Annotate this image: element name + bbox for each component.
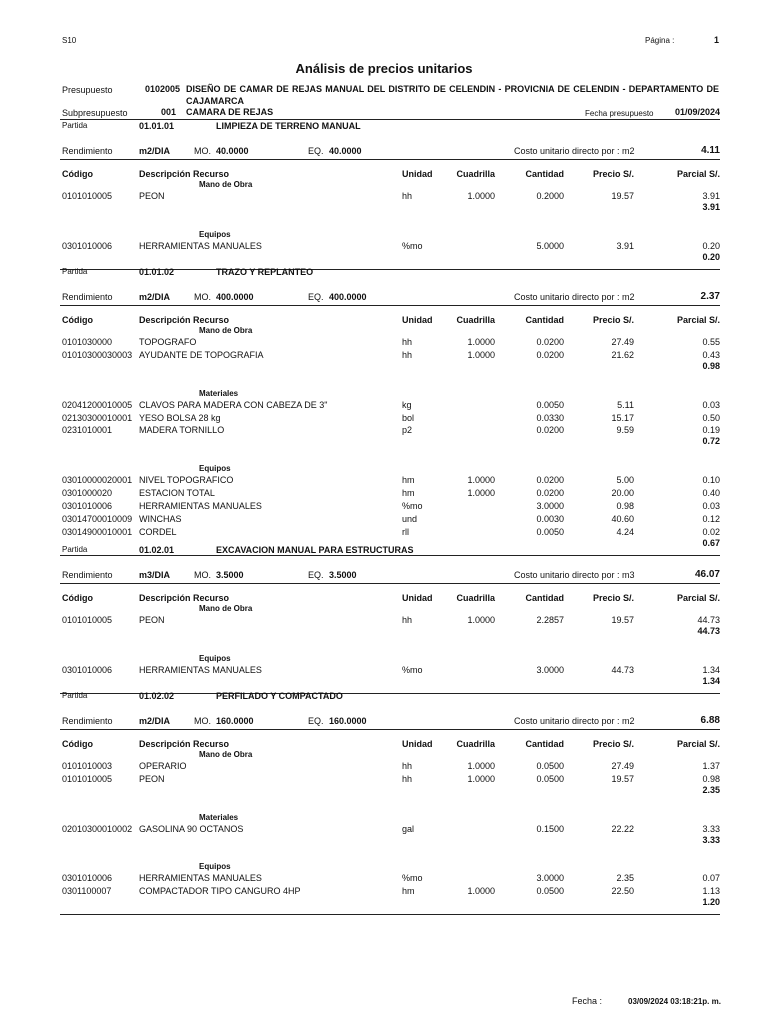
item-description: ESTACION TOTAL bbox=[139, 488, 215, 498]
item-cantidad: 0.0030 bbox=[536, 513, 564, 524]
item-code: 0101010005 bbox=[62, 191, 113, 201]
item-cantidad: 0.0500 bbox=[536, 773, 564, 784]
partida-divider bbox=[60, 729, 720, 730]
costo-value: 6.88 bbox=[700, 715, 720, 726]
col-cantidad: Cantidad bbox=[525, 739, 564, 749]
col-unidad: Unidad bbox=[402, 739, 433, 749]
item-precio: 9.59 bbox=[616, 425, 634, 436]
subpresupuesto-label: Subpresupuesto bbox=[62, 108, 128, 118]
item-code: 0301100007 bbox=[62, 886, 112, 897]
item-precio: 20.00 bbox=[611, 488, 634, 498]
item-unit: und bbox=[402, 513, 418, 524]
item-cantidad: 0.0200 bbox=[536, 475, 564, 486]
item-description: TOPOGRAFO bbox=[139, 337, 197, 347]
col-parcial: Parcial S/. bbox=[676, 169, 720, 179]
item-parcial: 0.03 bbox=[702, 500, 720, 511]
col-codigo: Código bbox=[62, 593, 93, 603]
col-descripcion: Descripción Recurso bbox=[139, 169, 230, 179]
item-precio: 5.11 bbox=[617, 399, 634, 410]
partida-code: 01.02.01 bbox=[139, 545, 175, 555]
eq-value: 40.0000 bbox=[329, 146, 362, 156]
item-precio: 5.00 bbox=[616, 475, 634, 486]
group-title: Materiales bbox=[199, 388, 239, 398]
item-code: 02010300010002 bbox=[62, 823, 133, 834]
item-description: PEON bbox=[139, 773, 165, 784]
mo-label: MO. bbox=[194, 716, 211, 726]
eq-label: EQ. bbox=[308, 716, 324, 726]
item-code: 0101010005 bbox=[62, 773, 113, 784]
item-precio: 2.35 bbox=[616, 873, 634, 884]
partida-code: 01.01.02 bbox=[139, 267, 175, 277]
item-description: COMPACTADOR TIPO CANGURO 4HP bbox=[139, 886, 301, 897]
header-divider bbox=[60, 119, 720, 120]
item-unit: kg bbox=[402, 399, 412, 410]
item-parcial: 1.34 bbox=[702, 664, 720, 675]
item-parcial: 0.98 bbox=[702, 773, 720, 784]
item-unit: hh bbox=[402, 349, 413, 360]
item-cuadrilla: 1.0000 bbox=[467, 773, 495, 784]
costo-label: Costo unitario directo por : m2 bbox=[514, 292, 635, 302]
costo-label: Costo unitario directo por : m3 bbox=[514, 570, 635, 580]
item-parcial: 0.43 bbox=[702, 349, 720, 360]
item-description: PEON bbox=[139, 191, 165, 201]
item-cantidad: 0.0200 bbox=[536, 488, 564, 498]
group-title: Equipos bbox=[199, 862, 231, 872]
item-unit: hh bbox=[402, 615, 413, 625]
item-description: GASOLINA 90 OCTANOS bbox=[139, 823, 244, 834]
eq-value: 3.5000 bbox=[329, 570, 357, 580]
partida-divider bbox=[60, 159, 720, 160]
col-codigo: Código bbox=[62, 315, 93, 325]
presupuesto-name: DISEÑO DE CAMAR DE REJAS MANUAL DEL DISTRITO DE CELENDIN - PROVICNIA DE CELENDIN - DEPARTAMENTO DE bbox=[186, 84, 719, 94]
col-unidad: Unidad bbox=[402, 593, 433, 603]
item-precio: 21.62 bbox=[611, 349, 634, 360]
partida-divider bbox=[60, 583, 720, 584]
col-precio: Precio S/. bbox=[592, 169, 634, 179]
item-description: YESO BOLSA 28 kg bbox=[139, 412, 221, 423]
item-description: CLAVOS PARA MADERA CON CABEZA DE 3" bbox=[139, 399, 328, 410]
group-title: Equipos bbox=[199, 653, 231, 663]
eq-label: EQ. bbox=[308, 570, 324, 580]
item-cantidad: 0.2000 bbox=[536, 191, 564, 201]
rendimiento-label: Rendimiento bbox=[62, 570, 113, 580]
partida-name: EXCAVACION MANUAL PARA ESTRUCTURAS bbox=[216, 545, 414, 555]
item-cantidad: 0.0200 bbox=[536, 425, 564, 436]
item-cantidad: 3.0000 bbox=[536, 500, 564, 511]
page-label: Página : bbox=[645, 36, 675, 45]
item-unit: hh bbox=[402, 337, 413, 347]
item-description: HERRAMIENTAS MANUALES bbox=[139, 873, 262, 884]
partida-end-divider bbox=[60, 914, 720, 915]
col-unidad: Unidad bbox=[402, 315, 433, 325]
mo-value: 40.0000 bbox=[216, 146, 249, 156]
item-precio: 22.22 bbox=[611, 823, 634, 834]
item-cantidad: 0.0200 bbox=[536, 349, 564, 360]
item-code: 03010000020001 bbox=[62, 475, 133, 486]
mo-label: MO. bbox=[194, 292, 211, 302]
col-precio: Precio S/. bbox=[592, 315, 634, 325]
group-title: Materiales bbox=[199, 812, 239, 822]
item-code: 03014700010009 bbox=[62, 513, 133, 524]
rendimiento-label: Rendimiento bbox=[62, 292, 113, 302]
col-precio: Precio S/. bbox=[592, 593, 634, 603]
rendimiento-label: Rendimiento bbox=[62, 146, 113, 156]
item-description: CORDEL bbox=[139, 526, 177, 537]
item-parcial: 0.20 bbox=[702, 240, 720, 251]
group-title: Equipos bbox=[199, 464, 231, 474]
item-cuadrilla: 1.0000 bbox=[467, 475, 495, 486]
mo-value: 400.0000 bbox=[216, 292, 254, 302]
col-codigo: Código bbox=[62, 739, 93, 749]
col-precio: Precio S/. bbox=[592, 739, 634, 749]
item-cantidad: 0.0050 bbox=[536, 526, 564, 537]
partida-code: 01.02.02 bbox=[139, 691, 175, 701]
eq-label: EQ. bbox=[308, 146, 324, 156]
item-cantidad: 5.0000 bbox=[536, 240, 564, 251]
item-description: OPERARIO bbox=[139, 761, 187, 771]
partida-label: Partida bbox=[62, 545, 88, 554]
eq-value: 400.0000 bbox=[329, 292, 367, 302]
item-code: 03014900010001 bbox=[62, 526, 133, 537]
item-unit: %mo bbox=[402, 664, 423, 675]
partida-label: Partida bbox=[62, 121, 88, 130]
col-parcial: Parcial S/. bbox=[676, 315, 720, 325]
fecha-presupuesto: 01/09/2024 bbox=[674, 107, 720, 117]
item-unit: hm bbox=[402, 475, 415, 486]
costo-label: Costo unitario directo por : m2 bbox=[514, 716, 635, 726]
item-cuadrilla: 1.0000 bbox=[467, 761, 495, 771]
item-parcial: 0.07 bbox=[702, 873, 720, 884]
group-subtotal: 1.20 bbox=[702, 897, 720, 908]
item-cuadrilla: 1.0000 bbox=[467, 615, 495, 625]
group-title: Mano de Obra bbox=[199, 326, 253, 335]
item-cuadrilla: 1.0000 bbox=[467, 191, 495, 201]
col-cantidad: Cantidad bbox=[525, 169, 564, 179]
item-precio: 3.91 bbox=[616, 240, 634, 251]
item-description: AYUDANTE DE TOPOGRAFIA bbox=[139, 349, 264, 360]
item-unit: hh bbox=[402, 761, 413, 771]
item-precio: 27.49 bbox=[611, 761, 634, 771]
item-parcial: 1.37 bbox=[702, 761, 720, 771]
costo-value: 46.07 bbox=[694, 569, 720, 580]
item-code: 02130300010001 bbox=[62, 412, 133, 423]
item-code: 0101010005 bbox=[62, 615, 113, 625]
col-cuadrilla: Cuadrilla bbox=[456, 739, 495, 749]
rendimiento-unit: m2/DIA bbox=[139, 716, 171, 726]
group-subtotal: 0.20 bbox=[702, 251, 720, 262]
col-unidad: Unidad bbox=[402, 169, 433, 179]
item-code: 02041200010005 bbox=[62, 399, 133, 410]
item-description: HERRAMIENTAS MANUALES bbox=[139, 664, 262, 675]
item-cantidad: 0.0330 bbox=[536, 412, 564, 423]
item-parcial: 0.55 bbox=[702, 337, 720, 347]
costo-value: 4.11 bbox=[701, 145, 720, 156]
group-subtotal: 0.72 bbox=[702, 436, 720, 447]
item-unit: bol bbox=[402, 412, 415, 423]
item-parcial: 0.02 bbox=[702, 526, 720, 537]
rendimiento-unit: m2/DIA bbox=[139, 146, 171, 156]
item-description: WINCHAS bbox=[139, 513, 182, 524]
item-code: 0301010006 bbox=[62, 240, 113, 251]
col-descripcion: Descripción Recurso bbox=[139, 593, 230, 603]
item-parcial: 44.73 bbox=[697, 615, 720, 625]
item-parcial: 0.19 bbox=[702, 425, 720, 436]
item-code: 0231010001 bbox=[62, 425, 113, 436]
partida-code: 01.01.01 bbox=[139, 121, 175, 131]
col-descripcion: Descripción Recurso bbox=[139, 739, 230, 749]
item-cuadrilla: 1.0000 bbox=[467, 337, 495, 347]
item-code: 0301010006 bbox=[62, 664, 113, 675]
item-precio: 4.24 bbox=[616, 526, 634, 537]
item-precio: 27.49 bbox=[611, 337, 634, 347]
item-cantidad: 3.0000 bbox=[536, 664, 564, 675]
item-unit: %mo bbox=[402, 240, 423, 251]
item-cantidad: 2.2857 bbox=[536, 615, 564, 625]
rendimiento-unit: m2/DIA bbox=[139, 292, 171, 302]
group-title: Mano de Obra bbox=[199, 750, 253, 759]
partida-label: Partida bbox=[62, 691, 88, 700]
footer-fecha-label: Fecha : bbox=[572, 996, 603, 1006]
item-code: 0101010003 bbox=[62, 761, 113, 771]
item-parcial: 3.91 bbox=[702, 191, 720, 201]
item-precio: 0.98 bbox=[616, 500, 634, 511]
fecha-presupuesto-label: Fecha presupuesto bbox=[585, 109, 654, 118]
item-cantidad: 0.0500 bbox=[536, 761, 564, 771]
page-number: 1 bbox=[714, 35, 720, 45]
col-cuadrilla: Cuadrilla bbox=[456, 593, 495, 603]
page-title: Análisis de precios unitarios bbox=[295, 61, 473, 76]
presupuesto-name-cont: CAJAMARCA bbox=[186, 96, 244, 106]
item-precio: 19.57 bbox=[611, 773, 634, 784]
group-title: Equipos bbox=[199, 229, 231, 239]
item-unit: hm bbox=[402, 886, 415, 897]
item-parcial: 0.10 bbox=[702, 475, 720, 486]
item-precio: 22.50 bbox=[611, 886, 634, 897]
system-label: S10 bbox=[62, 36, 77, 45]
item-cuadrilla: 1.0000 bbox=[467, 488, 495, 498]
partida-label: Partida bbox=[62, 267, 88, 276]
item-parcial: 0.03 bbox=[702, 399, 720, 410]
partida-divider bbox=[60, 305, 720, 306]
mo-value: 3.5000 bbox=[216, 570, 244, 580]
col-cantidad: Cantidad bbox=[525, 593, 564, 603]
col-parcial: Parcial S/. bbox=[676, 739, 720, 749]
item-unit: hh bbox=[402, 191, 413, 201]
presupuesto-label: Presupuesto bbox=[62, 85, 113, 95]
group-subtotal: 2.35 bbox=[702, 784, 720, 795]
item-precio: 19.57 bbox=[611, 191, 634, 201]
partida-name: LIMPIEZA DE TERRENO MANUAL bbox=[216, 121, 361, 131]
col-cuadrilla: Cuadrilla bbox=[456, 315, 495, 325]
mo-label: MO. bbox=[194, 570, 211, 580]
col-parcial: Parcial S/. bbox=[676, 593, 720, 603]
item-cantidad: 0.0500 bbox=[536, 886, 564, 897]
group-subtotal: 3.91 bbox=[702, 201, 720, 212]
group-subtotal: 0.98 bbox=[702, 360, 720, 371]
col-cantidad: Cantidad bbox=[525, 315, 564, 325]
group-subtotal: 1.34 bbox=[702, 675, 720, 686]
item-description: MADERA TORNILLO bbox=[139, 425, 225, 436]
partida-name: TRAZO Y REPLANTEO bbox=[216, 267, 314, 277]
eq-label: EQ. bbox=[308, 292, 324, 302]
rendimiento-unit: m3/DIA bbox=[139, 570, 171, 580]
mo-value: 160.0000 bbox=[216, 716, 254, 726]
group-title: Mano de Obra bbox=[199, 180, 253, 189]
col-descripcion: Descripción Recurso bbox=[139, 315, 230, 325]
item-precio: 15.17 bbox=[611, 412, 634, 423]
group-subtotal: 44.73 bbox=[697, 625, 720, 636]
item-unit: %mo bbox=[402, 873, 423, 884]
group-subtotal: 0.67 bbox=[702, 537, 720, 548]
item-precio: 19.57 bbox=[611, 615, 634, 625]
mo-label: MO. bbox=[194, 146, 211, 156]
presupuesto-code: 0102005 bbox=[145, 84, 181, 94]
subpresupuesto-code: 001 bbox=[161, 107, 177, 117]
partida-name: PERFILADO Y COMPACTADO bbox=[216, 691, 343, 701]
item-cantidad: 0.0200 bbox=[536, 337, 564, 347]
item-code: 0101030000 bbox=[62, 337, 113, 347]
item-cantidad: 0.1500 bbox=[536, 823, 564, 834]
item-code: 0301010006 bbox=[62, 500, 113, 511]
item-parcial: 3.33 bbox=[702, 823, 720, 834]
col-cuadrilla: Cuadrilla bbox=[456, 169, 495, 179]
item-description: PEON bbox=[139, 615, 165, 625]
item-unit: hm bbox=[402, 488, 415, 498]
eq-value: 160.0000 bbox=[329, 716, 367, 726]
item-code: 0301000020 bbox=[62, 488, 113, 498]
item-code: 01010300030003 bbox=[62, 349, 133, 360]
item-description: HERRAMIENTAS MANUALES bbox=[139, 240, 262, 251]
item-unit: p2 bbox=[402, 425, 413, 436]
rendimiento-label: Rendimiento bbox=[62, 716, 113, 726]
item-description: HERRAMIENTAS MANUALES bbox=[139, 500, 262, 511]
item-unit: gal bbox=[402, 823, 415, 834]
item-cantidad: 3.0000 bbox=[536, 873, 564, 884]
item-parcial: 0.12 bbox=[702, 513, 720, 524]
item-code: 0301010006 bbox=[62, 873, 113, 884]
group-subtotal: 3.33 bbox=[702, 834, 720, 845]
item-cuadrilla: 1.0000 bbox=[467, 349, 495, 360]
subpresupuesto-name: CAMARA DE REJAS bbox=[186, 107, 274, 117]
item-parcial: 1.13 bbox=[702, 886, 720, 897]
footer-fecha-value: 03/09/2024 03:18:21p. m. bbox=[628, 997, 721, 1006]
item-cantidad: 0.0050 bbox=[536, 399, 564, 410]
costo-label: Costo unitario directo por : m2 bbox=[514, 146, 635, 156]
item-precio: 40.60 bbox=[611, 513, 634, 524]
item-unit: %mo bbox=[402, 500, 423, 511]
item-unit: rll bbox=[402, 526, 409, 537]
item-parcial: 0.40 bbox=[702, 488, 720, 498]
item-precio: 44.73 bbox=[611, 664, 634, 675]
costo-value: 2.37 bbox=[700, 291, 720, 302]
item-parcial: 0.50 bbox=[702, 412, 720, 423]
item-description: NIVEL TOPOGRAFICO bbox=[139, 475, 234, 486]
item-unit: hh bbox=[402, 773, 413, 784]
item-cuadrilla: 1.0000 bbox=[467, 886, 495, 897]
col-codigo: Código bbox=[62, 169, 93, 179]
group-title: Mano de Obra bbox=[199, 604, 253, 613]
